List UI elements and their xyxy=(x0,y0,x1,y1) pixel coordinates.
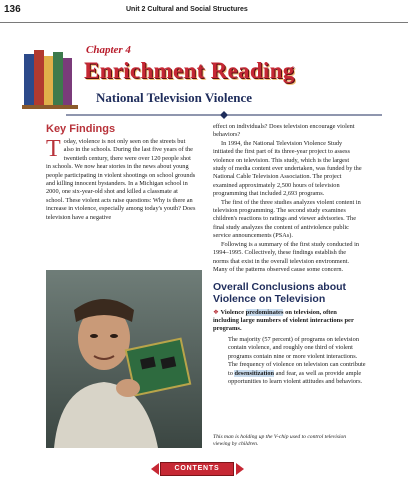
page-title: Enrichment Reading xyxy=(84,58,295,83)
bullet-text: on television, often including large numbers of violent interactions per programs. xyxy=(213,309,354,333)
running-header xyxy=(0,0,408,24)
bullet-point xyxy=(213,309,363,334)
v-chip-photo xyxy=(46,270,202,448)
page-subtitle: National Television Violence xyxy=(96,90,253,105)
paragraph: Following is a summary of the first study conducted in 1994–1995. Collectively, these findings establish the norms that exist in the overall television environment. Many of the patterns observed cause some concern. xyxy=(213,240,359,273)
header-rule xyxy=(0,22,408,23)
body-text: and fear, as well as provide ample opportunities to learn violent attitudes and behaviors. xyxy=(228,369,363,386)
previous-arrow-icon[interactable] xyxy=(151,463,159,475)
page-number: 136 xyxy=(4,4,21,15)
chapter-label: Chapter 4 xyxy=(86,44,131,56)
key-findings-body: oday, violence is not only seen on the streets but also in the schools. During the last five years of the twentieth century, there were over 120 people shot in schools. We now hear stories in the news about young people participating in violent shootings on school grounds and killing innocent bystanders. In a Michigan school in 2000, one six-year-old shot and killed a classmate at school. These violent acts raise questions: Why is there an increase in violence, especially among today's youth? Does television have a negative xyxy=(46,138,196,221)
drop-cap: T xyxy=(46,136,61,162)
paragraph: In 1994, the National Television Violence Study initiated the first part of its three-year project to assess violence on television. This study, which is the largest study of media content ever undertaken, was funded by the National Cable Television Association. The project examined approximately 2,500 hours of television programming that included 2,693 programs. xyxy=(213,139,362,198)
body-text: The majority (57 percent) of programs on television contain violence, and roughly one third of violent programs contain nine or more violent interactions. The frequency of violence on television can contribute to xyxy=(228,336,366,377)
diamond-bullet-icon: ❖ xyxy=(213,309,219,316)
books-icon xyxy=(22,48,78,110)
overall-conclusions-heading: Overall Conclusions about Violence on Television xyxy=(213,281,347,305)
bullet-body xyxy=(228,336,368,386)
paragraph: The first of the three studies analyzes violent content in television programming. The second study examines children's reactions to ratings and viewer advisories. The final study analyzes the content of antiviolence public service announcements (PSAs). xyxy=(213,198,361,240)
bullet-text: Violence xyxy=(220,309,246,316)
unit-title: Unit 2 Cultural and Social Structures xyxy=(126,6,248,13)
contents-button[interactable]: CONTENTS xyxy=(160,462,234,476)
key-findings-heading: Key Findings xyxy=(46,123,116,135)
next-arrow-icon[interactable] xyxy=(236,463,244,475)
highlighted-term[interactable]: predominates xyxy=(245,309,284,316)
photo-caption: This man is holding up the V-chip used to control television viewing by children. xyxy=(213,434,347,447)
title-divider xyxy=(66,110,382,120)
right-column xyxy=(213,123,363,274)
key-findings-text xyxy=(46,138,196,222)
paragraph: effect on individuals? Does television encourage violent behaviors? xyxy=(213,123,355,139)
highlighted-term[interactable]: desensitization xyxy=(234,369,275,377)
